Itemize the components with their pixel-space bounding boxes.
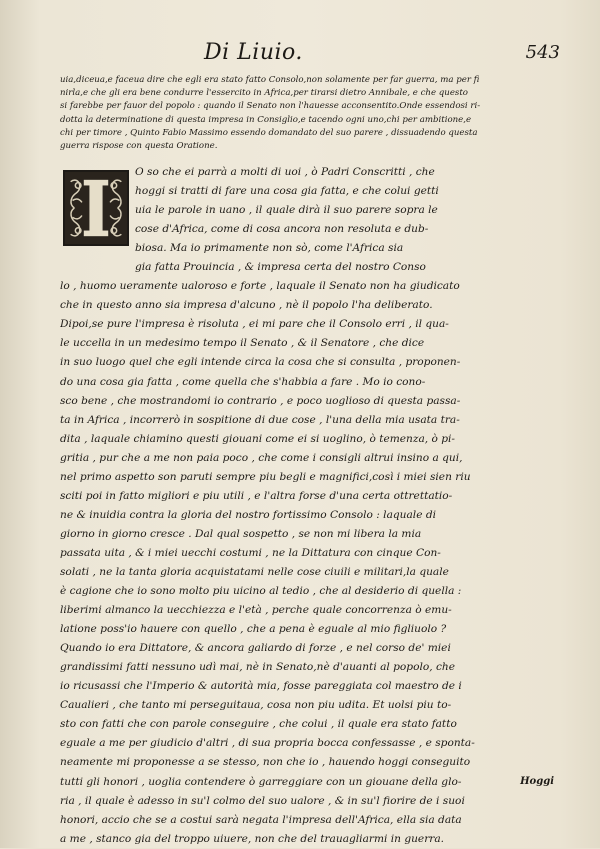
text-line: gia fatta Prouincia , & impresa certa del nostro Conso [135, 261, 426, 274]
text-line: Caualieri , che tanto mi perseguitaua, cosa non piu udita. Et uolsi piu to- [60, 699, 452, 712]
text-line: ne & inuidia contra la gloria del nostro fortissimo Consolo : laquale di [60, 508, 437, 521]
intro-line: uia,diceua,e faceua dire che egli era stato fatto Consolo,non solamente per far guerra, ma per fi [60, 75, 480, 85]
catchword: Hoggi [520, 776, 554, 787]
text-line: do una cosa gia fatta , come quella che s'habbia a fare . Mo io cono- [60, 375, 426, 388]
text-line: uia le parole in uano , il quale dirà il suo parere sopra le [135, 204, 438, 217]
text-line: ta in Africa , incorrerò in sospitione di due cose , l'una della mia usata tra- [60, 413, 460, 426]
text-line: a me , stanco gia del troppo uiuere, non che del trauagliarmi in guerra. [60, 832, 445, 845]
text-line: giorno in giorno cresce . Dal qual sospetto , se non mi libera la mia [60, 527, 422, 540]
intro-line: guerra rispose con questa Oratione. [60, 141, 218, 152]
text-line: eguale a me per giudicio d'altri , di sua propria bocca confessasse , e sponta- [60, 737, 475, 750]
text-line: sto con fatti che con parole conseguire , che colui , il quale era stato fatto [60, 718, 457, 731]
intro-line: si farebbe per fauor del popolo : quando il Senato non l'hauesse acconsentito.Onde essendosi ri- [60, 101, 481, 112]
intro-line: nirla,e che gli era bene condurre l'essercito in Africa,per tirarsi dietro Annibale, e che questo [60, 88, 468, 99]
text-line: in suo luogo quel che egli intende circa la cosa che si consulta , proponen- [60, 356, 461, 369]
text-line: lo , huomo ueramente ualoroso e forte , laquale il Senato non ha giudicato [60, 280, 460, 293]
intro-paragraph [60, 74, 560, 153]
text-line: biosa. Ma io primamente non sò, come l'Africa sia [135, 242, 404, 255]
text-line: O so che ei parrà a molti di uoi , ò Padri Conscritti , che [135, 166, 435, 178]
text-line: nel primo aspetto son paruti sempre piu begli e magnifici,così i miei sien riu [60, 470, 471, 483]
text-line: passata uita , & i miei uecchi costumi , ne la Dittatura con cinque Con- [60, 546, 441, 559]
text-line: io ricusassi che l'Imperio & autorità mia, fosse pareggiata col maestro de i [60, 680, 462, 693]
oration-text [60, 163, 560, 849]
text-line: neamente mi proponesse a se stesso, non che io , hauendo hoggi conseguito [60, 756, 471, 769]
running-head: Di Liuio. [204, 40, 303, 65]
text-line: grandissimi fatti nessuno udì mai, nè in Senato,nè d'auanti al popolo, che [60, 661, 455, 674]
text-line: Quando io era Dittatore, & ancora galiardo di forze , e nel corso de' miei [60, 642, 451, 655]
text-line: dita , laquale chiamino questi giouani come ei si uoglino, ò temenza, ò pi- [60, 432, 455, 445]
intro-line: chi per timore , Quinto Fabio Massimo essendo domandato del suo parere , dissuadendo questa [60, 127, 478, 138]
text-line: che in questo anno sia impresa d'alcuno , nè il popolo l'ha deliberato. [60, 299, 433, 312]
page-header [190, 40, 560, 72]
text-line: latione poss'io hauere con quello , che a pena è eguale al mio figliuolo ? [60, 623, 447, 636]
text-line: Dipoi,se pure l'impresa è risoluta , ei mi pare che il Consolo erri , il qua- [60, 318, 449, 331]
text-line: honori, accio che se a costui sarà negata l'impresa dell'Africa, ella sia data [60, 813, 462, 826]
text-line: è cagione che io sono molto piu uicino al tedio , che al desiderio di quella : [60, 585, 462, 598]
text-line: tutti gli honori , uoglia contendere ò garreggiare con un giouane della glo- [60, 775, 462, 788]
text-line: le uccella in un medesimo tempo il Senato , & il Senatore , che dice [60, 337, 425, 350]
text-line: gritia , pur che a me non paia poco , che come i consigli altrui insino a qui, [60, 451, 463, 464]
text-line: hoggi si tratti di fare una cosa gia fatta, e che colui getti [135, 185, 439, 198]
text-line: ria , il quale è adesso in su'l colmo del suo ualore , & in su'l fiorire de i suoi [60, 794, 465, 807]
text-line: sco bene , che mostrandomi io contrario , e poco uoglioso di questa passa- [60, 394, 461, 407]
text-line: sciti poi in fatto migliori e piu utili , e l'altra forse d'una certa ottrettatio- [60, 489, 453, 502]
intro-line: dotta la determinatione di questa impresa in Consiglio,e tacendo ogni uno,chi per ambitione,e [60, 114, 472, 125]
page-number: 543 [525, 42, 560, 63]
text-line: liberimi almanco la uecchiezza e l'età , perche quale concorrenza ò emu- [60, 604, 452, 617]
text-line: solati , ne la tanta gloria acquistatami nelle cose ciuili e militari,la quale [60, 565, 449, 578]
text-line: cose d'Africa, come di cosa ancora non resoluta e dub- [135, 223, 429, 236]
